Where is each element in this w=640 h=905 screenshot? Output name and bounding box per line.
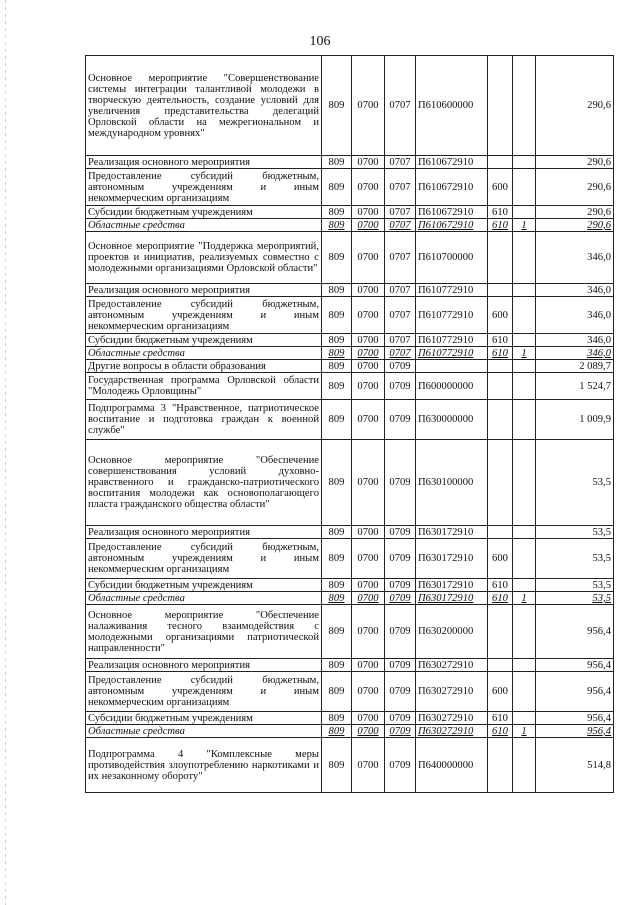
cell-target-article: П640000000 — [416, 738, 488, 793]
cell-amount: 53,5 — [536, 539, 614, 579]
cell-funding-source — [513, 360, 536, 373]
cell-subsection: 0709 — [385, 400, 416, 440]
cell-funding-source — [513, 169, 536, 206]
cell-grbs: 809 — [322, 725, 352, 738]
cell-name: Подпрограмма 4 "Комплексные меры противодействия злоупотреблению наркотиками и их незаконному обороту" — [86, 738, 322, 793]
table-row — [86, 373, 614, 400]
cell-name: Предоставление субсидий бюджетным, автономным учреждениям и иным некоммерческим организациям — [86, 539, 322, 579]
cell-funding-source — [513, 206, 536, 219]
cell-expense-type: 610 — [488, 725, 513, 738]
cell-subsection: 0707 — [385, 206, 416, 219]
cell-amount: 956,4 — [536, 605, 614, 659]
cell-funding-source: 1 — [513, 592, 536, 605]
cell-name: Другие вопросы в области образования — [86, 360, 322, 373]
cell-amount: 290,6 — [536, 56, 614, 156]
cell-expense-type: 600 — [488, 539, 513, 579]
cell-funding-source — [513, 738, 536, 793]
cell-funding-source — [513, 373, 536, 400]
table-row — [86, 347, 614, 360]
table-row — [86, 400, 614, 440]
cell-name: Субсидии бюджетным учреждениям — [86, 334, 322, 347]
cell-grbs: 809 — [322, 297, 352, 334]
cell-amount: 53,5 — [536, 592, 614, 605]
cell-funding-source — [513, 440, 536, 526]
table-row — [86, 738, 614, 793]
cell-funding-source — [513, 526, 536, 539]
cell-expense-type: 600 — [488, 297, 513, 334]
cell-amount: 514,8 — [536, 738, 614, 793]
cell-amount: 956,4 — [536, 725, 614, 738]
cell-subsection: 0707 — [385, 347, 416, 360]
cell-funding-source — [513, 284, 536, 297]
cell-expense-type — [488, 156, 513, 169]
cell-target-article: П630272910 — [416, 672, 488, 712]
cell-amount: 956,4 — [536, 712, 614, 725]
cell-name: Областные средства — [86, 347, 322, 360]
cell-subsection: 0709 — [385, 373, 416, 400]
cell-target-article: П630272910 — [416, 659, 488, 672]
cell-name: Реализация основного мероприятия — [86, 659, 322, 672]
cell-funding-source — [513, 297, 536, 334]
cell-target-article: П610772910 — [416, 334, 488, 347]
table-row — [86, 297, 614, 334]
table-row — [86, 156, 614, 169]
cell-target-article: П610672910 — [416, 206, 488, 219]
cell-funding-source — [513, 156, 536, 169]
cell-subsection: 0709 — [385, 526, 416, 539]
cell-name: Государственная программа Орловской области "Молодежь Орловщины" — [86, 373, 322, 400]
cell-amount: 53,5 — [536, 440, 614, 526]
cell-target-article: П630000000 — [416, 400, 488, 440]
cell-section: 0700 — [352, 219, 385, 232]
cell-name: Основное мероприятие "Обеспечение налаживания тесного взаимодействия с молодежными организациями патриотической направленности" — [86, 605, 322, 659]
page-number: 106 — [309, 34, 331, 49]
cell-funding-source: 1 — [513, 725, 536, 738]
table-row — [86, 334, 614, 347]
cell-name: Предоставление субсидий бюджетным, автономным учреждениям и иным некоммерческим организациям — [86, 297, 322, 334]
cell-target-article: П610700000 — [416, 232, 488, 284]
table-row — [86, 232, 614, 284]
cell-section: 0700 — [352, 56, 385, 156]
cell-target-article: П600000000 — [416, 373, 488, 400]
cell-grbs: 809 — [322, 206, 352, 219]
cell-grbs: 809 — [322, 56, 352, 156]
cell-funding-source: 1 — [513, 347, 536, 360]
cell-funding-source — [513, 659, 536, 672]
cell-subsection: 0709 — [385, 672, 416, 712]
table-row — [86, 592, 614, 605]
cell-target-article: П630272910 — [416, 712, 488, 725]
cell-funding-source: 1 — [513, 219, 536, 232]
cell-amount: 956,4 — [536, 672, 614, 712]
cell-subsection: 0707 — [385, 232, 416, 284]
cell-funding-source — [513, 579, 536, 592]
cell-expense-type — [488, 659, 513, 672]
table-row — [86, 284, 614, 297]
cell-section: 0700 — [352, 725, 385, 738]
cell-section: 0700 — [352, 297, 385, 334]
cell-grbs: 809 — [322, 360, 352, 373]
cell-amount: 346,0 — [536, 334, 614, 347]
cell-amount: 346,0 — [536, 284, 614, 297]
cell-subsection: 0707 — [385, 297, 416, 334]
table-row — [86, 672, 614, 712]
cell-expense-type: 610 — [488, 712, 513, 725]
cell-subsection: 0707 — [385, 284, 416, 297]
cell-name: Субсидии бюджетным учреждениям — [86, 712, 322, 725]
cell-amount: 290,6 — [536, 156, 614, 169]
cell-target-article: П630172910 — [416, 579, 488, 592]
cell-name: Основное мероприятие "Обеспечение совершенствования условий духовно-нравственного и гражданско-патриотического воспитания молодежи как основополагающего пласта гражданского общества области" — [86, 440, 322, 526]
cell-target-article: П630172910 — [416, 539, 488, 579]
table-row — [86, 206, 614, 219]
cell-expense-type — [488, 400, 513, 440]
cell-subsection: 0707 — [385, 334, 416, 347]
cell-amount: 346,0 — [536, 232, 614, 284]
cell-target-article: П610772910 — [416, 297, 488, 334]
cell-expense-type: 610 — [488, 219, 513, 232]
cell-grbs: 809 — [322, 169, 352, 206]
cell-funding-source — [513, 56, 536, 156]
cell-subsection: 0709 — [385, 360, 416, 373]
cell-target-article: П630100000 — [416, 440, 488, 526]
table-row — [86, 659, 614, 672]
cell-amount: 290,6 — [536, 169, 614, 206]
cell-expense-type: 610 — [488, 347, 513, 360]
cell-grbs: 809 — [322, 400, 352, 440]
cell-funding-source — [513, 712, 536, 725]
cell-section: 0700 — [352, 712, 385, 725]
table-row — [86, 169, 614, 206]
cell-target-article: П610672910 — [416, 219, 488, 232]
cell-grbs: 809 — [322, 579, 352, 592]
cell-section: 0700 — [352, 169, 385, 206]
cell-grbs: 809 — [322, 712, 352, 725]
cell-subsection: 0709 — [385, 605, 416, 659]
cell-grbs: 809 — [322, 592, 352, 605]
cell-name: Основное мероприятие "Совершенствование системы интеграции талантливой молодежи в творческую деятельность, создание условий для увеличения представительства делегаций Орловской области на межрегиональном и международном уровнях" — [86, 56, 322, 156]
table-row — [86, 360, 614, 373]
cell-section: 0700 — [352, 347, 385, 360]
cell-section: 0700 — [352, 526, 385, 539]
cell-amount: 290,6 — [536, 206, 614, 219]
cell-section: 0700 — [352, 440, 385, 526]
cell-subsection: 0707 — [385, 156, 416, 169]
cell-amount: 290,6 — [536, 219, 614, 232]
cell-section: 0700 — [352, 360, 385, 373]
cell-target-article: П630200000 — [416, 605, 488, 659]
cell-expense-type — [488, 232, 513, 284]
cell-expense-type — [488, 738, 513, 793]
cell-expense-type — [488, 526, 513, 539]
cell-amount: 346,0 — [536, 297, 614, 334]
cell-target-article: П630172910 — [416, 592, 488, 605]
cell-expense-type — [488, 373, 513, 400]
cell-name: Реализация основного мероприятия — [86, 284, 322, 297]
cell-section: 0700 — [352, 400, 385, 440]
scan-edge-marks — [5, 0, 6, 905]
cell-section: 0700 — [352, 605, 385, 659]
cell-expense-type: 610 — [488, 206, 513, 219]
cell-expense-type — [488, 605, 513, 659]
cell-section: 0700 — [352, 672, 385, 712]
cell-funding-source — [513, 539, 536, 579]
cell-subsection: 0709 — [385, 725, 416, 738]
budget-table — [85, 55, 614, 793]
cell-subsection: 0709 — [385, 592, 416, 605]
cell-expense-type: 600 — [488, 169, 513, 206]
cell-grbs: 809 — [322, 373, 352, 400]
cell-subsection: 0709 — [385, 539, 416, 579]
cell-subsection: 0709 — [385, 659, 416, 672]
cell-funding-source — [513, 605, 536, 659]
cell-target-article: П610772910 — [416, 284, 488, 297]
cell-name: Реализация основного мероприятия — [86, 156, 322, 169]
cell-grbs: 809 — [322, 232, 352, 284]
table-row — [86, 526, 614, 539]
cell-funding-source — [513, 672, 536, 712]
cell-target-article: П630272910 — [416, 725, 488, 738]
cell-target-article — [416, 360, 488, 373]
cell-target-article: П610672910 — [416, 169, 488, 206]
cell-grbs: 809 — [322, 347, 352, 360]
cell-subsection: 0709 — [385, 440, 416, 526]
cell-section: 0700 — [352, 334, 385, 347]
cell-subsection: 0709 — [385, 579, 416, 592]
cell-name: Областные средства — [86, 219, 322, 232]
cell-name: Областные средства — [86, 592, 322, 605]
cell-grbs: 809 — [322, 605, 352, 659]
cell-name: Субсидии бюджетным учреждениям — [86, 206, 322, 219]
cell-grbs: 809 — [322, 539, 352, 579]
cell-expense-type: 610 — [488, 334, 513, 347]
cell-target-article: П610672910 — [416, 156, 488, 169]
cell-expense-type: 610 — [488, 579, 513, 592]
cell-name: Субсидии бюджетным учреждениям — [86, 579, 322, 592]
cell-name: Предоставление субсидий бюджетным, автономным учреждениям и иным некоммерческим организациям — [86, 672, 322, 712]
cell-expense-type — [488, 284, 513, 297]
cell-funding-source — [513, 232, 536, 284]
cell-grbs: 809 — [322, 738, 352, 793]
cell-amount: 346,0 — [536, 347, 614, 360]
cell-name: Реализация основного мероприятия — [86, 526, 322, 539]
cell-amount: 956,4 — [536, 659, 614, 672]
cell-grbs: 809 — [322, 526, 352, 539]
cell-section: 0700 — [352, 206, 385, 219]
cell-expense-type — [488, 360, 513, 373]
cell-expense-type: 600 — [488, 672, 513, 712]
cell-funding-source — [513, 334, 536, 347]
table-row — [86, 712, 614, 725]
table-row — [86, 725, 614, 738]
table-row — [86, 56, 614, 156]
cell-amount: 1 524,7 — [536, 373, 614, 400]
cell-target-article: П610600000 — [416, 56, 488, 156]
table-row — [86, 579, 614, 592]
cell-section: 0700 — [352, 156, 385, 169]
cell-grbs: 809 — [322, 672, 352, 712]
cell-name: Областные средства — [86, 725, 322, 738]
cell-grbs: 809 — [322, 334, 352, 347]
table-row — [86, 219, 614, 232]
cell-grbs: 809 — [322, 156, 352, 169]
cell-expense-type — [488, 56, 513, 156]
cell-grbs: 809 — [322, 284, 352, 297]
table-row — [86, 440, 614, 526]
cell-section: 0700 — [352, 738, 385, 793]
cell-section: 0700 — [352, 659, 385, 672]
cell-expense-type — [488, 440, 513, 526]
cell-funding-source — [513, 400, 536, 440]
cell-section: 0700 — [352, 592, 385, 605]
cell-section: 0700 — [352, 579, 385, 592]
cell-grbs: 809 — [322, 659, 352, 672]
budget-table-body — [86, 56, 614, 793]
cell-amount: 53,5 — [536, 526, 614, 539]
cell-amount: 53,5 — [536, 579, 614, 592]
cell-name: Подпрограмма 3 "Нравственное, патриотическое воспитание и подготовка граждан к военной службе" — [86, 400, 322, 440]
table-row — [86, 605, 614, 659]
cell-subsection: 0707 — [385, 219, 416, 232]
cell-section: 0700 — [352, 539, 385, 579]
cell-amount: 2 089,7 — [536, 360, 614, 373]
cell-name: Основное мероприятие "Поддержка мероприятий, проектов и инициатив, реализуемых совместно с молодежными организациями Орловской области" — [86, 232, 322, 284]
cell-section: 0700 — [352, 373, 385, 400]
table-row — [86, 539, 614, 579]
cell-section: 0700 — [352, 232, 385, 284]
cell-name: Предоставление субсидий бюджетным, автономным учреждениям и иным некоммерческим организациям — [86, 169, 322, 206]
cell-grbs: 809 — [322, 219, 352, 232]
cell-subsection: 0709 — [385, 738, 416, 793]
cell-target-article: П630172910 — [416, 526, 488, 539]
cell-amount: 1 009,9 — [536, 400, 614, 440]
cell-subsection: 0707 — [385, 169, 416, 206]
cell-section: 0700 — [352, 284, 385, 297]
cell-grbs: 809 — [322, 440, 352, 526]
cell-expense-type: 610 — [488, 592, 513, 605]
cell-subsection: 0707 — [385, 56, 416, 156]
cell-target-article: П610772910 — [416, 347, 488, 360]
cell-subsection: 0709 — [385, 712, 416, 725]
